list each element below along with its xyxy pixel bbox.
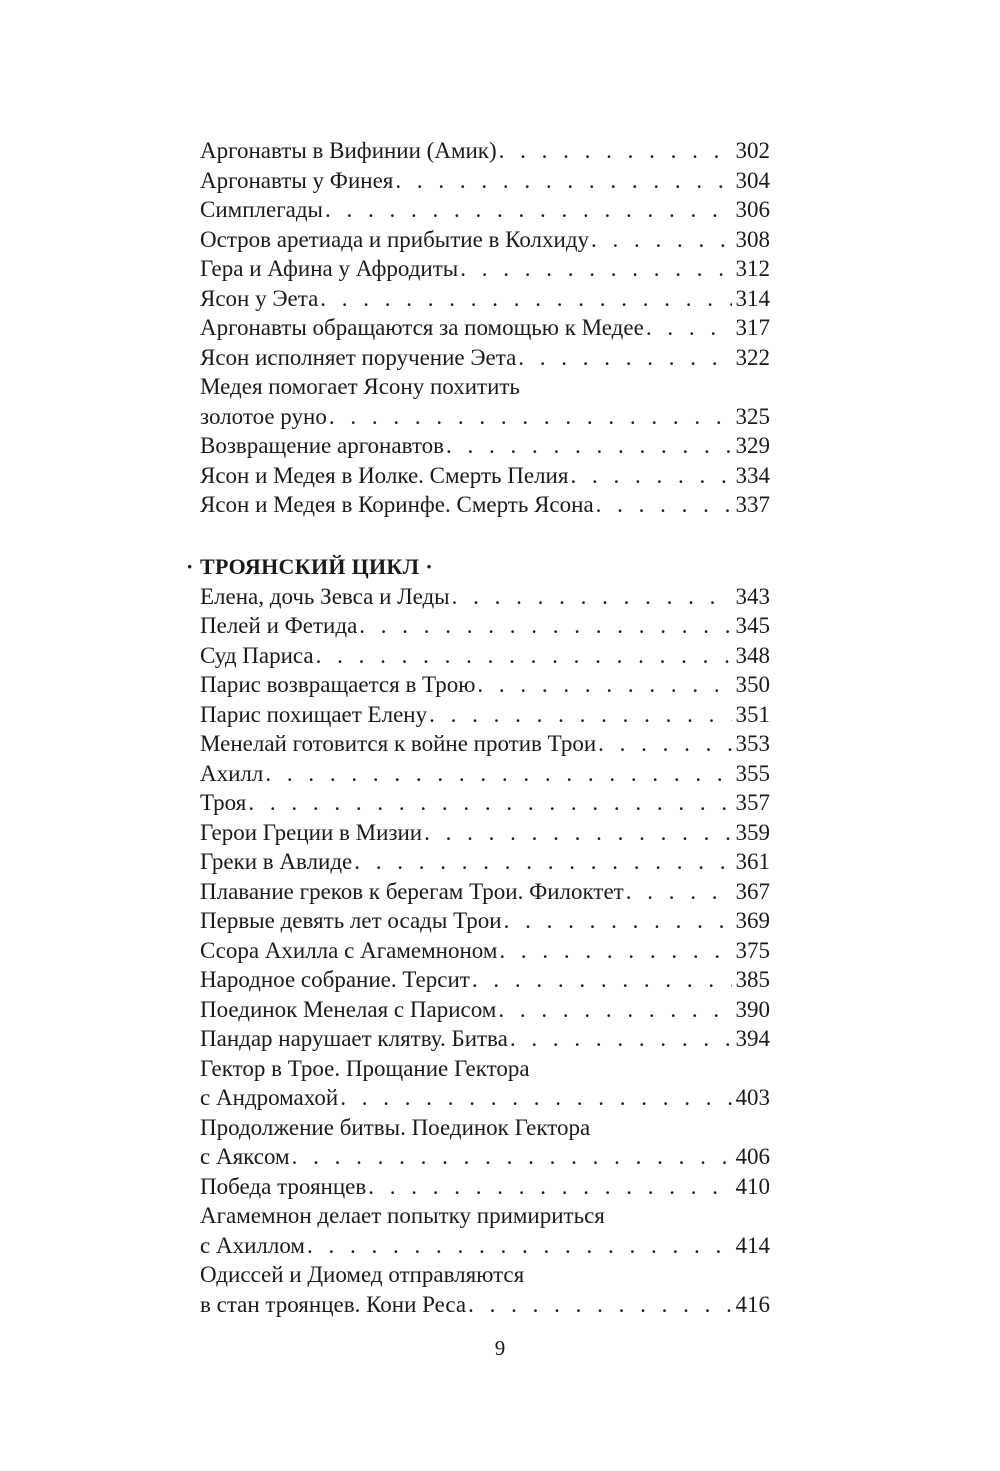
toc-entry-line	[200, 965, 770, 995]
toc-entry[interactable]	[200, 847, 770, 877]
toc-entry[interactable]	[200, 490, 770, 520]
toc-entry-line	[200, 402, 770, 432]
toc-dot-leader	[395, 166, 731, 196]
toc-dot-leader	[452, 582, 732, 612]
toc-dot-leader	[472, 965, 732, 995]
toc-entry-line	[200, 759, 770, 789]
toc-dot-leader	[518, 343, 731, 373]
toc-entry-line	[200, 818, 770, 848]
toc-entry[interactable]	[200, 284, 770, 314]
toc-entry-title: Троя	[200, 790, 247, 815]
section-heading-trojan-cycle	[186, 551, 770, 582]
toc-entry-title: Возвращение аргонавтов	[200, 433, 444, 458]
toc-entry[interactable]	[200, 136, 770, 166]
toc-entry-page-number: 334	[735, 462, 770, 488]
toc-entry[interactable]	[200, 1172, 770, 1202]
toc-entry-line	[200, 641, 770, 671]
toc-entry-title: Ясон и Медея в Коринфе. Смерть Ясона	[200, 492, 594, 517]
toc-entry[interactable]	[200, 582, 770, 612]
toc-entry-page-number: 306	[735, 197, 770, 222]
toc-entry-title: Ссора Ахилла с Агамемноном	[200, 937, 498, 963]
toc-entry-line	[200, 1113, 770, 1143]
toc-entry-title: Поединок Менелая с Парисом	[200, 996, 497, 1022]
toc-entry[interactable]	[200, 877, 770, 907]
toc-entry-title: Ясон исполняет поручение Эета	[200, 344, 517, 370]
toc-dot-leader	[368, 1172, 731, 1202]
toc-entry-title: Греки в Авлиде	[200, 849, 353, 874]
toc-entry-page-number: 403	[735, 1085, 770, 1110]
toc-dot-leader	[499, 136, 732, 166]
toc-dot-leader	[504, 906, 732, 936]
toc-entry-title: Парис возвращается в Трою	[200, 672, 476, 697]
toc-entry[interactable]	[200, 166, 770, 196]
toc-entry-page-number: 337	[735, 492, 770, 517]
toc-dot-leader	[596, 490, 732, 520]
toc-entry-line	[200, 729, 770, 759]
toc-entry-line	[200, 225, 770, 255]
toc-entry-line	[200, 582, 770, 612]
toc-entry-page-number: 385	[735, 967, 770, 992]
toc-entry-line	[200, 788, 770, 818]
toc-entry-title: Менелай готовится к войне против Трои	[200, 731, 597, 756]
toc-entry-title: Первые девять лет осады Трои	[200, 908, 502, 933]
toc-entry-title: Плавание греков к берегам Трои. Филоктет	[200, 878, 624, 904]
toc-entry-title: Агамемнон делает попытку примириться	[200, 1203, 605, 1228]
toc-entry[interactable]	[200, 759, 770, 789]
toc-entry-title: с Андромахой	[200, 1085, 339, 1110]
toc-dot-leader	[570, 461, 731, 491]
toc-dot-leader	[424, 818, 731, 848]
toc-entry[interactable]	[200, 313, 770, 343]
toc-entry-page-number: 355	[735, 760, 770, 786]
toc-entry[interactable]	[200, 343, 770, 373]
toc-entry-line	[200, 1260, 770, 1290]
toc-entry-page-number: 359	[735, 819, 770, 845]
toc-entry[interactable]	[200, 461, 770, 491]
toc-entry[interactable]	[200, 906, 770, 936]
toc-entry-title: Одиссей и Диомед отправляются	[200, 1262, 525, 1287]
toc-entry-page-number: 322	[735, 344, 770, 370]
toc-entry-title: Суд Париса	[200, 642, 314, 668]
toc-dot-leader	[499, 936, 731, 966]
toc-entry-page-number: 367	[735, 878, 770, 904]
toc-entry-line	[200, 936, 770, 966]
toc-entry-title: Аргонавты обращаются за помощью к Медее	[200, 315, 644, 340]
toc-entry-page-number: 369	[735, 908, 770, 933]
toc-entry-line	[200, 670, 770, 700]
toc-entry-page-number: 325	[735, 403, 770, 429]
toc-entry-page-number: 351	[735, 701, 770, 727]
toc-entry-line	[200, 1231, 770, 1261]
toc-entry-page-number: 375	[735, 937, 770, 963]
table-of-contents	[186, 136, 770, 1319]
toc-entry-title: с Аяксом	[200, 1144, 290, 1169]
toc-entry-page-number: 353	[735, 731, 770, 756]
heading-bullet-after: ·	[425, 553, 433, 579]
toc-entry-line	[200, 166, 770, 196]
toc-entry[interactable]	[200, 965, 770, 995]
toc-entry-title: с Ахиллом	[200, 1232, 305, 1258]
toc-entry-title: Аргонавты у Финея	[200, 167, 394, 193]
toc-entry-title: Герои Греции в Мизии	[200, 819, 423, 845]
toc-entry-title: Симплегады	[200, 197, 323, 222]
toc-entry-title: Остров аретиада и прибытие в Колхиду	[200, 226, 590, 252]
toc-entry-title: Продолжение битвы. Поединок Гектора	[200, 1114, 591, 1140]
toc-entry-line	[200, 343, 770, 373]
toc-entry-page-number: 357	[735, 790, 770, 815]
toc-dot-leader	[340, 1083, 731, 1113]
toc-entry[interactable]	[200, 936, 770, 966]
toc-entry[interactable]	[200, 372, 770, 431]
toc-entry-line	[200, 461, 770, 491]
toc-entry[interactable]	[200, 225, 770, 255]
toc-entry-page-number: 416	[735, 1291, 770, 1317]
toc-dot-leader	[248, 788, 731, 818]
toc-entry-line	[200, 995, 770, 1025]
toc-dot-leader	[510, 1024, 732, 1054]
heading-bullet: ·	[186, 553, 194, 579]
toc-entry-line	[200, 847, 770, 877]
toc-entry-line	[200, 490, 770, 520]
toc-entry[interactable]	[200, 254, 770, 284]
toc-entry-page-number: 406	[735, 1144, 770, 1169]
toc-dot-leader	[626, 877, 732, 907]
toc-entry-page-number: 317	[735, 315, 770, 340]
toc-entry-title: золотое руно	[200, 403, 327, 429]
toc-entry-line	[200, 1054, 770, 1084]
toc-entry-title: Ясон и Медея в Иолке. Смерть Пелия	[200, 462, 569, 488]
toc-entry-title: Ясон у Эета	[200, 285, 319, 311]
section-gap	[200, 520, 770, 551]
toc-entry-page-number: 343	[735, 583, 770, 609]
toc-dot-leader	[646, 313, 732, 343]
toc-entry-title: Пелей и Фетида	[200, 613, 358, 638]
toc-entry-line	[200, 284, 770, 314]
toc-entry-line	[200, 700, 770, 730]
toc-dot-leader	[598, 729, 731, 759]
toc-dot-leader	[329, 402, 732, 432]
toc-entry-page-number: 361	[735, 849, 770, 874]
toc-entry-page-number: 414	[735, 1232, 770, 1258]
toc-entry-title: Народное собрание. Терсит	[200, 967, 470, 992]
toc-dot-leader	[320, 284, 731, 314]
toc-entry-page-number: 312	[735, 256, 770, 281]
toc-entry-line	[200, 195, 770, 225]
toc-dot-leader	[316, 641, 732, 671]
page-number: 9	[494, 1336, 506, 1360]
toc-entry-title: Парис похищает Елену	[200, 701, 428, 727]
toc-entry-line	[200, 1290, 770, 1320]
toc-entry-line	[200, 431, 770, 461]
toc-entry[interactable]	[200, 611, 770, 641]
toc-part-argonauts	[200, 136, 770, 520]
toc-entry[interactable]	[200, 431, 770, 461]
toc-dot-leader	[292, 1142, 732, 1172]
toc-entry[interactable]	[200, 1113, 770, 1172]
toc-entry-line	[200, 372, 770, 402]
toc-part-trojan	[200, 582, 770, 1320]
toc-entry-title: Медея помогает Ясону похитить	[200, 374, 520, 399]
toc-entry[interactable]	[200, 670, 770, 700]
toc-entry-title: Победа троянцев	[200, 1173, 367, 1199]
toc-entry-page-number: 308	[735, 226, 770, 252]
toc-entry-line	[200, 254, 770, 284]
toc-entry-line	[200, 313, 770, 343]
toc-entry[interactable]	[200, 1024, 770, 1054]
toc-entry-line	[200, 1024, 770, 1054]
toc-entry-line	[200, 136, 770, 166]
toc-entry-page-number: 314	[735, 285, 770, 311]
toc-entry-title: Елена, дочь Зевса и Леды	[200, 583, 450, 609]
toc-entry-title: Пандар нарушает клятву. Битва	[200, 1026, 508, 1051]
toc-entry[interactable]	[200, 729, 770, 759]
toc-dot-leader	[498, 995, 731, 1025]
toc-entry[interactable]	[200, 995, 770, 1025]
toc-entry-line	[200, 1201, 770, 1231]
toc-entry-page-number: 390	[735, 996, 770, 1022]
toc-entry[interactable]	[200, 818, 770, 848]
toc-entry-line	[200, 1083, 770, 1113]
toc-entry-title: Ахилл	[200, 760, 264, 786]
toc-entry[interactable]	[200, 1201, 770, 1260]
toc-entry-page-number: 329	[735, 433, 770, 458]
toc-dot-leader	[307, 1231, 732, 1261]
toc-entry-line	[200, 611, 770, 641]
toc-dot-leader	[446, 431, 732, 461]
toc-entry-title: Гера и Афина у Афродиты	[200, 256, 459, 281]
toc-dot-leader	[354, 847, 731, 877]
toc-entry-title: Аргонавты в Вифинии (Амик)	[200, 138, 497, 163]
toc-dot-leader	[325, 195, 732, 225]
toc-entry[interactable]	[200, 1054, 770, 1113]
toc-dot-leader	[468, 1290, 731, 1320]
toc-entry-line	[200, 1172, 770, 1202]
toc-entry-page-number: 302	[735, 138, 770, 163]
toc-entry-line	[200, 906, 770, 936]
toc-entry[interactable]	[200, 1260, 770, 1319]
toc-entry-page-number: 410	[735, 1173, 770, 1199]
toc-entry[interactable]	[200, 195, 770, 225]
toc-entry-title: Гектор в Трое. Прощание Гектора	[200, 1055, 530, 1081]
toc-dot-leader	[265, 759, 731, 789]
toc-entry-line	[200, 1142, 770, 1172]
toc-entry-line	[200, 877, 770, 907]
toc-entry-page-number: 345	[735, 613, 770, 638]
toc-entry[interactable]	[200, 641, 770, 671]
toc-entry-title: в стан троянцев. Кони Реса	[200, 1291, 467, 1317]
toc-entry-page-number: 394	[735, 1026, 770, 1051]
toc-entry[interactable]	[200, 788, 770, 818]
section-heading-title: ТРОЯНСКИЙ ЦИКЛ	[200, 553, 420, 579]
toc-entry-page-number: 348	[735, 642, 770, 668]
toc-dot-leader	[477, 670, 731, 700]
toc-entry-page-number: 350	[735, 672, 770, 697]
toc-dot-leader	[359, 611, 731, 641]
toc-entry-page-number: 304	[735, 167, 770, 193]
toc-dot-leader	[591, 225, 731, 255]
toc-dot-leader	[460, 254, 731, 284]
toc-dot-leader	[429, 700, 731, 730]
toc-entry[interactable]	[200, 700, 770, 730]
